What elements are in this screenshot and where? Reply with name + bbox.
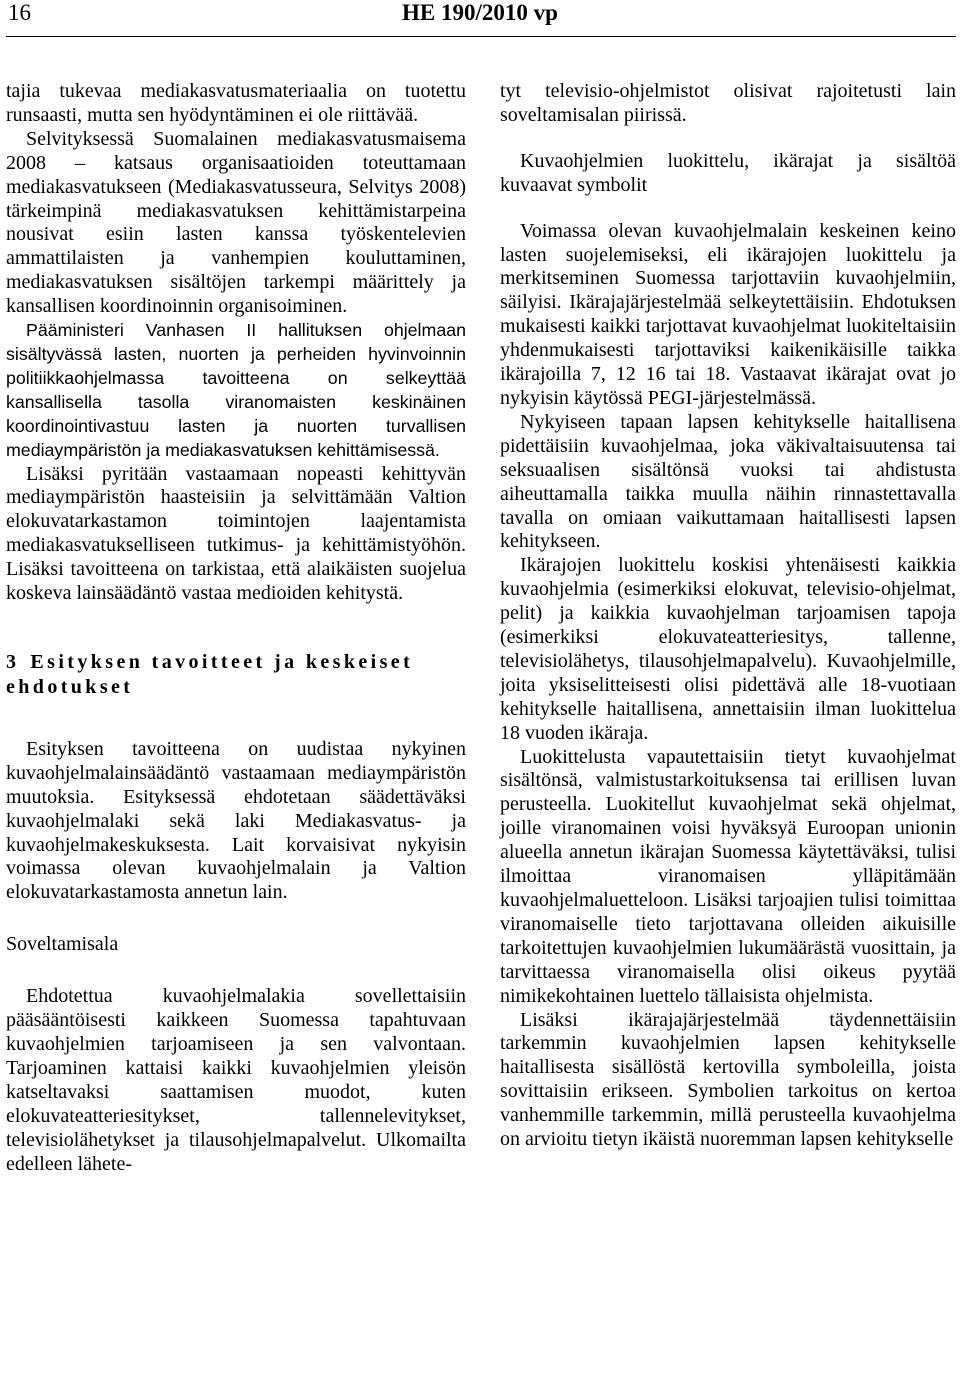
left-column [6, 80, 466, 1176]
subheading: Soveltamisala [6, 933, 119, 956]
paragraph: Luokittelusta vapautettaisiin tietyt kuvaohjelmat sisältönsä, valmistustarkoituksensa tai erillisen luvan perusteella. Luokitellut kuvaohjelmat sekä ohjelmat, joille viranomainen voisi hyväksyä Euroopan unionin alueella annetun ikärajan Suomessa käytettäväksi, tulisi ilmoittaa viranomaisen ylläpitämään kuvaohjelmaluetteloon. Lisäksi tarjoajien tulisi toimittaa viranomaiselle tieto tarjottavana olleiden aikuisille tarkoitettujen kuvaohjelmien lukumäärästä vuosittain, ja tarvittaessa viranomaisella olisi oikeus pyytää nimikekohtainen luettelo tällaisista ohjelmista. [500, 745, 956, 1007]
paragraph: Esityksen tavoitteena on uudistaa nykyinen kuvaohjelmalainsäädäntö vastaamaan mediaympäristön muutoksia. Esityksessä ehdotetaan säädettäväksi kuvaohjelmalaki sekä laki Mediakasvatus- ja kuvaohjelmakeskuksesta. Lait korvaisivat nykyisin voimassa olevan kuvaohjelmalain ja Valtion elokuvatarkastamosta annetun lain. [6, 737, 466, 904]
paragraph: Ikärajojen luokittelu koskisi yhtenäisesti kaikkia kuvaohjelmia (esimerkiksi elokuvat, televisio-ohjelmat, pelit) ja kaikkia kuvaohjelman tarjoamisen tapoja (esimerkiksi elokuvateatteriesitys, tallenne, televisiolähetys, tilausohjelmapalvelu). Kuvaohjelmille, joita yksiselitteisesti olisi pidettävä alle 18-vuotiaan kehitykselle haitallisena, annettaisiin ilman luokittelua 18 vuoden ikäraja. [500, 554, 956, 744]
paragraph: Nykyiseen tapaan lapsen kehitykselle haitallisena pidettäisiin kuvaohjelmaa, joka väkivaltaisuutensa tai seksuaalisen sisältönsä vuoksi tai ahdistusta aiheuttamalla taikka muulla näihin rinnastettavalla tavalla on omiaan vaikuttamaan haitallisesti lapsen kehitykseen. [500, 410, 956, 553]
paragraph: tajia tukevaa mediakasvatusmateriaalia on tuotettu runsaasti, mutta sen hyödyntäminen ei ole riittävää. [6, 80, 466, 126]
paragraph: Pääministeri Vanhasen II hallituksen ohjelmaan sisältyvässä lasten, nuorten ja perheiden hyvinvoinnin politiikkaohjelmassa tavoitteena on selkeyttää kansallisella tasolla viranomaisten keskinäinen koordinointivastuu lasten ja nuorten turvallisen mediaympäristön ja mediakasvatuksen kehittämisessä. [6, 320, 466, 460]
header-rule [6, 36, 956, 37]
paragraph: Lisäksi ikärajajärjestelmää täydennettäisiin tarkemmin kuvaohjelmien lapsen kehitykselle haitallisesta sisällöstä kertovilla symboleilla, joista sovittaisiin erikseen. Symbolien tarkoitus on kertoa vanhemmille tarkemmin, millä perusteella kuvaohjelma on arvioitu tietyn ikäistä nuoremman lapsen kehitykselle [500, 1008, 956, 1151]
page-header [0, 0, 960, 40]
paragraph: tyt televisio-ohjelmistot olisivat rajoitetusti lain soveltamisalan piirissä. [500, 80, 956, 126]
section-title: Esityksen tavoitteet ja keskeiset ehdotukset [6, 650, 414, 698]
subheading: Kuvaohjelmien luokittelu, ikärajat ja sisältöä kuvaavat symbolit [500, 149, 956, 196]
section-heading [6, 650, 466, 700]
page-number: 16 [8, 0, 31, 25]
right-column [500, 80, 956, 1152]
paragraph: Voimassa olevan kuvaohjelmalain keskeinen keino lasten suojelemiseksi, eli ikärajojen luokittelu ja merkitseminen Suomessa tarjottaviin kuvaohjelmiin, säilyisi. Ikärajajärjestelmää selkeytettäisiin. Ehdotuksen mukaisesti kaikki tarjottavat kuvaohjelmat luokiteltaisiin yhdenmukaisesti tarjottaviksi kaikenikäisille taikka ikärajoilla 7, 12 16 tai 18. Vastaavat ikärajat ovat jo nykyisin käytössä PEGI-järjestelmässä. [500, 219, 956, 409]
paragraph: Selvityksessä Suomalainen mediakasvatusmaisema 2008 – katsaus organisaatioiden toteuttamaan mediakasvatukseen (Mediakasvatusseura, Selvitys 2008) tärkeimpinä mediakasvatuksen kehittämistarpeina nousivat esiin lasten kanssa työskentelevien ammattilaisten ja vanhempien kouluttaminen, mediakasvatuksen sisältöjen tarkempi määrittely ja kansallisen koordinoinnin organisoiminen. [6, 127, 466, 318]
document-id: HE 190/2010 vp [402, 0, 558, 25]
paragraph: Ehdotettua kuvaohjelmalakia sovellettaisiin pääsääntöisesti kaikkeen Suomessa tapahtuvaan kuvaohjelmien tarjoamiseen ja sen valvontaan. Tarjoaminen kattaisi kaikki kuvaohjelmien yleisön katseltavaksi saattamisen muodot, kuten elokuvateatteriesitykset, tallennelevitykset, televisiolähetykset ja tilausohjelmapalvelut. Ulkomailta edelleen lähete- [6, 985, 466, 1175]
paragraph: Lisäksi pyritään vastaamaan nopeasti kehittyvän mediaympäristön haasteisiin ja selvittämään Valtion elokuvatarkastamon toimintojen laajentamista mediakasvatukselliseen tutkimus- ja kehittämistyöhön. Lisäksi tavoitteena on tarkistaa, että alaikäisten suojelua koskeva lainsäädäntö vastaa medioiden kehitystä. [6, 462, 466, 605]
section-number: 3 [6, 650, 16, 673]
